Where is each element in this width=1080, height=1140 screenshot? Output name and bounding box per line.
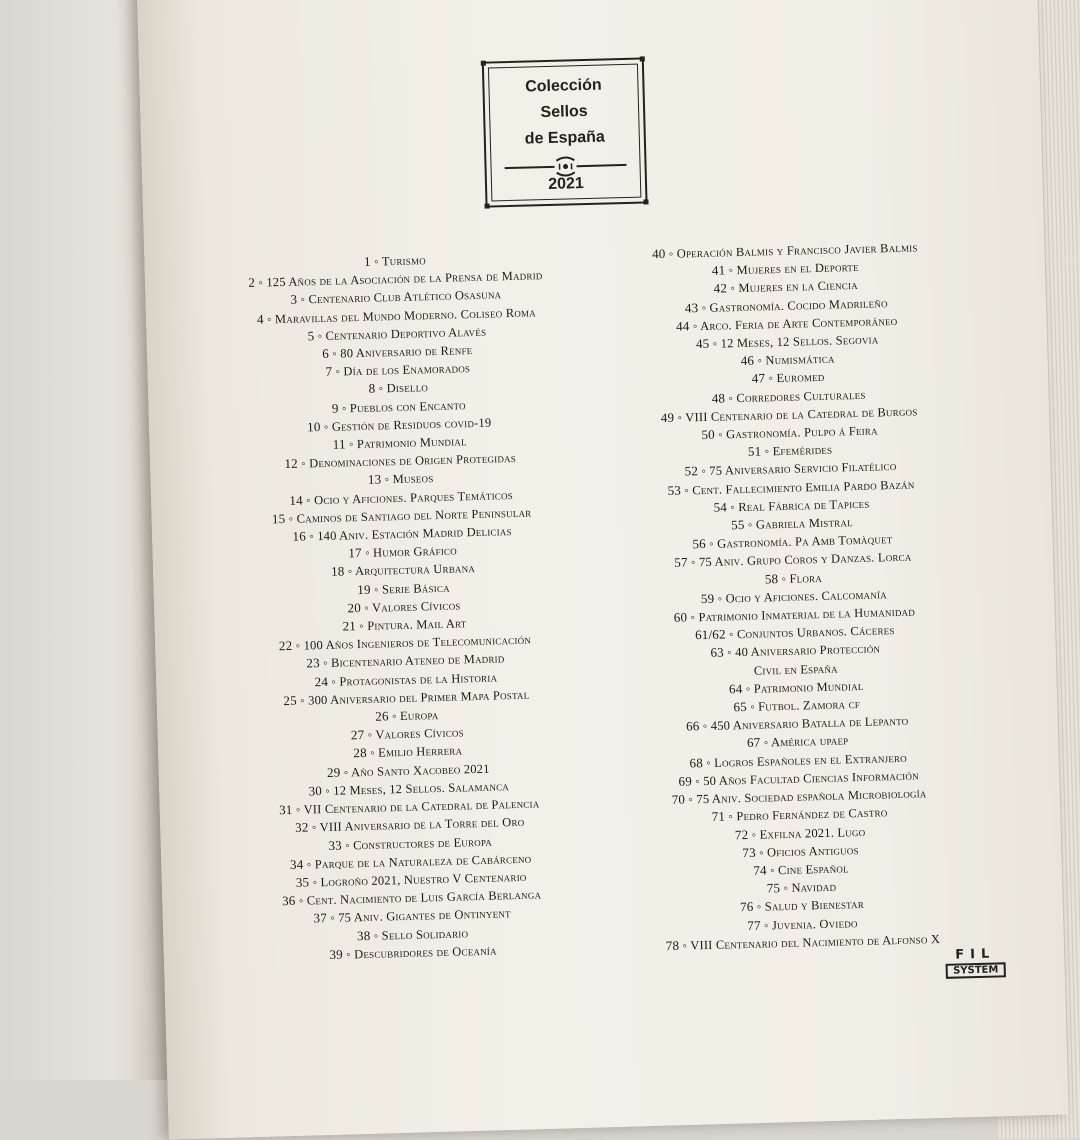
entry-title: Navidad: [791, 880, 836, 895]
entry-title: Humor Gráfico: [373, 544, 457, 560]
entry-title: 50 Años Facultad Ciencias Información: [703, 768, 919, 788]
page-content: [210, 57, 993, 977]
bullet-separator: ◦: [381, 473, 393, 487]
entry-number: 51: [748, 444, 762, 459]
entry-number: 66: [686, 719, 700, 734]
entry-title: 40 Aniversario Protección: [735, 642, 880, 660]
entry-title: Cent. Nacimiento de Luis García Berlanga: [307, 888, 542, 908]
entry-title: Futbol. Zamora cf: [758, 697, 860, 714]
title-line-2: Sellos: [485, 101, 643, 123]
bullet-separator: ◦: [309, 875, 321, 889]
entry-title: Sello Solidario: [382, 926, 469, 942]
bullet-separator: ◦: [698, 464, 710, 478]
entry-title: Pedro Fernández de Castro: [736, 806, 887, 824]
entry-number: 49: [661, 410, 675, 425]
bullet-separator: ◦: [674, 410, 685, 424]
bullet-separator: ◦: [314, 329, 326, 343]
entry-number: 8: [368, 381, 375, 396]
bullet-separator: ◦: [706, 537, 718, 551]
entry-title: Patrimonio Mundial: [357, 434, 467, 451]
entry-number: 61/62: [695, 627, 726, 643]
entry-title: Flora: [789, 571, 822, 586]
entry-title: Gastronomía. Pulpo á Feira: [726, 423, 878, 441]
entry-title: 450 Aniversario Batalla de Lepanto: [711, 714, 909, 733]
bullet-separator: ◦: [726, 627, 738, 641]
entry-title: Gastronomía. Pa Amb Tomàquet: [717, 532, 893, 551]
bullet-separator: ◦: [255, 276, 267, 290]
entry-number: 59: [701, 591, 715, 606]
corner-ornament: [643, 199, 648, 204]
entry-title: Ocio y Aficiones. Calcomanía: [725, 587, 887, 605]
entry-title: VIII Centenario del Nacimiento de Alfonso X: [690, 932, 940, 953]
bullet-separator: ◦: [665, 247, 677, 261]
bullet-separator: ◦: [714, 591, 726, 605]
entry-number: 76: [740, 899, 754, 914]
bullet-separator: ◦: [364, 728, 375, 742]
entry-title: Operación Balmis y Francisco Javier Balmis: [677, 240, 918, 260]
entry-title: Numismática: [765, 352, 835, 368]
entry-title: 80 Aniversario de Renfe: [340, 343, 472, 360]
entry-number: 40: [652, 246, 666, 261]
entry-title: Corredores Culturales: [736, 387, 866, 404]
bullet-separator: ◦: [342, 838, 354, 852]
entry-title: Arco. Feria de Arte Contemporáneo: [700, 314, 898, 333]
entry-number: 9: [332, 400, 339, 415]
entry-title: Gabriela Mistral: [756, 515, 853, 532]
logo-line-2: SYSTEM: [946, 962, 1006, 979]
entry-number: 73: [742, 844, 756, 859]
bullet-separator: ◦: [761, 918, 773, 932]
entry-title: Patrimonio Inmaterial de la Humanidad: [698, 605, 915, 625]
entry-title: Efemérides: [772, 443, 832, 459]
entry-number: 78: [666, 938, 680, 953]
entry-title: Parque de la Naturaleza de Cabárceno: [315, 851, 532, 871]
bullet-separator: ◦: [361, 601, 372, 615]
entry-number: 63: [710, 645, 724, 660]
entry-title: Año Santo Xacobeo 2021: [351, 761, 490, 779]
entry-number: 7: [325, 364, 332, 379]
entry-title: Juvenia. Oviedo: [772, 916, 858, 932]
entry-number: 69: [678, 773, 692, 788]
entry-number: 19: [357, 581, 371, 596]
bullet-separator: ◦: [685, 792, 697, 806]
entry-title: Conjuntos Urbanos. Cáceres: [737, 623, 895, 641]
entry-title: Oficios Antiguos: [767, 843, 859, 859]
entry-title: Día de los Enamorados: [343, 361, 470, 378]
entry-number: 26: [375, 708, 389, 723]
entry-number: 27: [351, 727, 365, 742]
bullet-separator: ◦: [371, 254, 382, 268]
entry-number: 75: [767, 880, 781, 895]
bullet-separator: ◦: [692, 774, 704, 788]
entry-number: 6: [322, 346, 329, 361]
entry-number: 57: [674, 555, 688, 570]
bullet-separator: ◦: [727, 281, 739, 295]
bullet-separator: ◦: [320, 656, 332, 670]
bullet-separator: ◦: [298, 457, 310, 471]
entry-number: 11: [333, 436, 346, 451]
entry-title: 75 Aniv. Gigantes de Ontinyent: [338, 907, 511, 926]
entry-number: 65: [733, 699, 747, 714]
bullet-separator: ◦: [767, 863, 779, 877]
entry-number: 15: [272, 511, 286, 526]
entry-title: Constructores de Europa: [353, 834, 492, 852]
bullet-separator: ◦: [747, 700, 759, 714]
bullet-separator: ◦: [778, 571, 790, 585]
bullet-separator: ◦: [754, 354, 766, 368]
bullet-separator: ◦: [297, 693, 309, 707]
entry-number: 68: [689, 755, 703, 770]
corner-ornament: [640, 56, 645, 61]
entry-number: 60: [674, 610, 688, 625]
bullet-separator: ◦: [328, 674, 340, 688]
entry-title: VIII Centenario de la Catedral de Burgos: [685, 404, 918, 424]
entry-number: 39: [329, 946, 343, 961]
entry-number: 17: [348, 545, 362, 560]
bullet-separator: ◦: [724, 646, 736, 660]
bullet-separator: ◦: [371, 582, 383, 596]
entry-title: 12 Meses, 12 Sellos. Segovia: [720, 332, 878, 350]
entry-title: 300 Aniversario del Primer Mapa Postal: [308, 688, 530, 708]
entry-number: 45: [696, 336, 710, 351]
entry-title: VII Centenario de la Catedral de Palencia: [303, 797, 539, 817]
logo-line-1: FIL: [945, 946, 1005, 963]
entry-title: Emilio Herrera: [378, 744, 462, 760]
bullet-separator: ◦: [725, 391, 737, 405]
title-year: 2021: [487, 173, 645, 195]
entry-title: Turismo: [382, 253, 426, 268]
entry-title: Cine Español: [778, 861, 849, 877]
entry-number: 29: [327, 764, 341, 779]
entry-number: 22: [279, 638, 293, 653]
bullet-separator: ◦: [389, 709, 401, 723]
bullet-separator: ◦: [343, 947, 355, 961]
entry-number: 37: [313, 910, 327, 925]
bullet-separator: ◦: [345, 437, 357, 451]
bullet-separator: ◦: [761, 444, 773, 458]
bullet-separator: ◦: [725, 810, 737, 824]
entry-title: 75 Aniv. Sociedad española Microbiología: [696, 786, 926, 806]
bullet-separator: ◦: [327, 911, 339, 925]
bullet-separator: ◦: [742, 682, 754, 696]
entry-number: 24: [314, 674, 328, 689]
entry-number: 2: [248, 275, 255, 290]
bullet-separator: ◦: [727, 500, 739, 514]
bullet-separator: ◦: [689, 319, 700, 333]
entry-title: Mujeres en la Ciencia: [738, 278, 858, 295]
bullet-separator: ◦: [709, 337, 721, 351]
bullet-separator: ◦: [375, 382, 387, 396]
entry-number: 43: [685, 300, 699, 315]
entry-number: 32: [295, 820, 309, 835]
entry-title: VIII Aniversario de la Torre del Oro: [319, 815, 524, 834]
entry-title: 100 Años Ingenieros de Telecomunicación: [303, 633, 531, 653]
bullet-separator: ◦: [292, 639, 304, 653]
entry-number: 20: [347, 600, 361, 615]
bullet-separator: ◦: [362, 546, 374, 560]
entry-title: Civil en España: [754, 661, 838, 677]
entry-number: 48: [712, 390, 726, 405]
entry-number: 72: [735, 826, 749, 841]
entry-number: 74: [753, 862, 767, 877]
entry-title: 125 Años de la Asociación de la Prensa de Madrid: [266, 268, 542, 289]
entry-title: Valores Cívicos: [372, 598, 461, 614]
entry-title: Europa: [400, 708, 439, 723]
bullet-separator: ◦: [753, 900, 765, 914]
bullet-separator: ◦: [356, 619, 368, 633]
bullet-separator: ◦: [295, 894, 307, 908]
bullet-separator: ◦: [340, 765, 351, 779]
bullet-separator: ◦: [703, 756, 715, 770]
entry-number: 67: [747, 735, 761, 750]
bullet-separator: ◦: [744, 518, 756, 532]
bullet-separator: ◦: [306, 529, 318, 543]
entry-title: Euromed: [776, 370, 824, 385]
entry-number: 53: [667, 482, 681, 497]
bullet-separator: ◦: [297, 293, 309, 307]
bullet-separator: ◦: [681, 483, 693, 497]
entry-number: 77: [747, 917, 761, 932]
corner-ornament: [485, 204, 490, 209]
entry-number: 47: [752, 371, 766, 386]
entry-title: Descubridores de Oceanía: [354, 943, 497, 961]
entry-number: 21: [342, 618, 356, 633]
entry-title: 75 Aniv. Grupo Coros y Danzas. Lorca: [699, 550, 912, 570]
bullet-separator: ◦: [765, 372, 777, 386]
entry-number: 5: [307, 328, 314, 343]
title-line-1: Colección: [484, 75, 642, 97]
entry-number: 50: [701, 427, 715, 442]
entry-title: Pueblos con Encanto: [350, 398, 466, 415]
entry-title: Disello: [386, 381, 428, 396]
entry-title: Arquitectura Urbana: [355, 561, 475, 578]
bullet-separator: ◦: [756, 845, 768, 859]
entry-number: 33: [328, 837, 342, 852]
entry-number: 12: [284, 456, 298, 471]
bullet-separator: ◦: [338, 401, 350, 415]
entry-number: 71: [712, 809, 726, 824]
entry-title: 140 Aniv. Estación Madrid Delicias: [317, 524, 512, 543]
entry-number: 4: [257, 311, 264, 326]
bullet-separator: ◦: [332, 365, 344, 379]
stamp-list-left: [215, 247, 593, 966]
bullet-separator: ◦: [320, 420, 332, 434]
bullet-separator: ◦: [322, 784, 334, 798]
entry-title: Salud y Bienestar: [765, 897, 865, 914]
entry-number: 35: [296, 874, 310, 889]
entry-title: Protagonistas de la Historia: [339, 670, 497, 688]
bullet-separator: ◦: [699, 719, 711, 733]
bullet-separator: ◦: [344, 565, 355, 579]
bullet-separator: ◦: [698, 300, 710, 314]
entry-number: 31: [279, 802, 293, 817]
entry-number: 30: [308, 783, 322, 798]
bullet-separator: ◦: [715, 427, 727, 441]
entry-number: 1: [364, 254, 371, 269]
bullet-separator: ◦: [760, 736, 771, 750]
entry-number: 14: [289, 492, 303, 507]
entry-title: 12 Meses, 12 Sellos. Salamanca: [333, 779, 509, 798]
bullet-separator: ◦: [263, 312, 275, 326]
entry-title: Denominaciones de Origen Protegidas: [309, 451, 516, 470]
entry-title: Ocio y Aficiones. Parques Temáticos: [314, 488, 513, 507]
stamp-list-right: [595, 237, 993, 957]
entry-title: Caminos de Santiago del Norte Peninsular: [296, 505, 531, 525]
corner-ornament: [481, 61, 486, 66]
entry-number: 52: [684, 464, 698, 479]
entry-title: Logros Españoles en el Extranjero: [714, 750, 907, 769]
entry-title: Patrimonio Mundial: [754, 679, 864, 696]
bullet-separator: ◦: [370, 928, 382, 942]
entry-title: Logroño 2021, Nuestro V Centenario: [320, 870, 526, 889]
bullet-separator: ◦: [308, 820, 319, 834]
entry-title: Centenario Club Atlético Osasuna: [308, 288, 501, 307]
entry-title: Gastronomía. Cocido Madrileño: [709, 296, 887, 315]
bullet-separator: ◦: [780, 881, 792, 895]
bullet-separator: ◦: [688, 556, 700, 570]
entry-title: América upaep: [771, 734, 849, 750]
entry-title: 75 Aniversario Servicio Filatélico: [709, 459, 896, 478]
title-line-3: de España: [486, 127, 644, 149]
entry-number: 42: [714, 281, 728, 296]
entry-number: 56: [692, 536, 706, 551]
entry-number: 55: [731, 517, 745, 532]
entry-title: Centenario Deportivo Alavés: [325, 324, 486, 342]
entry-number: 44: [676, 318, 690, 333]
entry-title: Cent. Fallecimiento Emilia Pardo Bazán: [692, 477, 915, 497]
entry-title: Serie Básica: [382, 580, 450, 596]
entry-number: 23: [306, 656, 320, 671]
entry-number: 38: [357, 927, 371, 942]
entry-title: Bicentenario Ateneo de Madrid: [331, 652, 505, 671]
entry-number: 18: [331, 564, 345, 579]
entry-title: Museos: [392, 472, 433, 487]
entry-title: Pintura. Mail Art: [367, 616, 466, 633]
entry-number: 34: [290, 856, 304, 871]
bullet-separator: ◦: [687, 610, 699, 624]
bullet-separator: ◦: [725, 263, 737, 277]
fil-system-logo: [945, 946, 1006, 979]
entry-number: 25: [283, 693, 297, 708]
entry-number: 3: [290, 292, 297, 307]
entry-title: Exfilna 2021. Lugo: [759, 824, 865, 841]
entry-title: Gestión de Residuos covid-19: [332, 415, 492, 433]
entry-number: 16: [292, 529, 306, 544]
entry-number: 28: [353, 745, 367, 760]
entry-number: 64: [729, 681, 743, 696]
bullet-separator: ◦: [292, 803, 303, 817]
title-box: [482, 57, 648, 207]
bullet-separator: ◦: [329, 347, 341, 361]
entry-title: Mujeres en el Deporte: [736, 260, 859, 277]
bullet-separator: ◦: [285, 512, 297, 526]
entry-number: 10: [307, 419, 321, 434]
entry-number: 36: [282, 893, 296, 908]
entry-number: 54: [713, 499, 727, 514]
entry-title: Real Fábrica de Tapices: [738, 497, 870, 514]
entry-number: 13: [368, 472, 382, 487]
entry-number: 58: [765, 571, 779, 586]
bullet-separator: ◦: [303, 493, 315, 507]
bullet-separator: ◦: [679, 938, 690, 952]
entry-title: Maravillas del Mundo Moderno. Coliseo Roma: [275, 305, 536, 326]
bullet-separator: ◦: [748, 827, 760, 841]
entry-number: 70: [672, 792, 686, 807]
entry-number: 46: [741, 353, 755, 368]
entry-title: Valores Cívicos: [375, 726, 464, 742]
bullet-separator: ◦: [303, 857, 315, 871]
entry-number: 41: [712, 263, 726, 278]
bullet-separator: ◦: [367, 746, 379, 760]
